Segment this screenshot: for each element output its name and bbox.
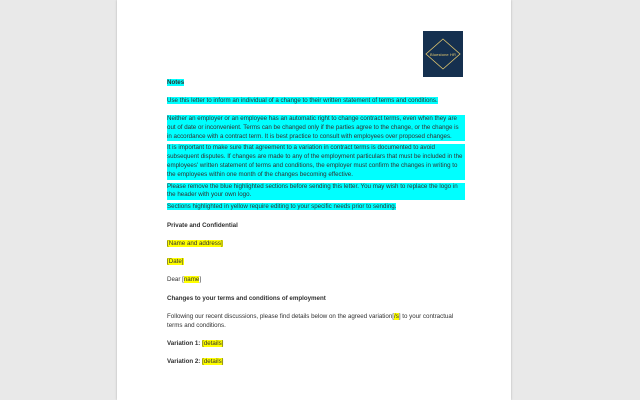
variation-1-placeholder: [details]: [202, 340, 224, 348]
notes-paragraph-2: Neither an employer or an employee has an automatic right to change contract terms, even when they are out of date or inconvenient. Terms can be changed only if the parties agree to the change, or the change is in accordance with a contract term. It is best practice to consult with employees over proposed changes.: [167, 115, 465, 141]
company-logo: [423, 31, 463, 77]
variation-2: [167, 358, 465, 367]
letter-body-paragraph: Following our recent discussions, please find details below on the agreed variation[/s] to your contractual terms and conditions.: [167, 313, 454, 329]
name-placeholder: name: [183, 276, 200, 284]
notes-paragraph-1: Use this letter to inform an individual of a change to their written statement of terms and conditions.: [167, 97, 438, 105]
notes-paragraph-5: Sections highlighted in yellow require editing to your specific needs prior to sending.: [167, 203, 397, 211]
date-placeholder: [Date]: [167, 258, 184, 266]
name-address-placeholder: [Name and address]: [167, 239, 223, 247]
variation-2-placeholder: [details]: [202, 358, 224, 366]
logo-text: Bluestone HR: [430, 51, 456, 57]
variation-1-label: Variation 1:: [167, 340, 201, 348]
plural-placeholder: /s: [394, 313, 399, 321]
document-body: [167, 79, 465, 367]
notes-paragraph-4: Please remove the blue highlighted sections before sending this letter. You may wish to replace the logo in the header with your own logo.: [167, 183, 465, 201]
salutation: Dear [name]: [167, 276, 202, 284]
private-confidential: Private and Confidential: [167, 221, 238, 229]
notes-paragraph-3: It is important to make sure that agreement to a variation in contract terms is documented to avoid subsequent disputes. If changes are made to any of the employment particulars that must be included in the employees' written statement of terms and conditions, the employer must confirm the changes in writing to the employees within one month of the changes becoming effective.: [167, 144, 465, 179]
letter-subject: Changes to your terms and conditions of employment: [167, 294, 326, 302]
variation-2-label: Variation 2:: [167, 358, 201, 366]
document-page: [117, 0, 511, 400]
notes-heading: Notes: [167, 79, 185, 86]
variation-1: [167, 340, 465, 349]
